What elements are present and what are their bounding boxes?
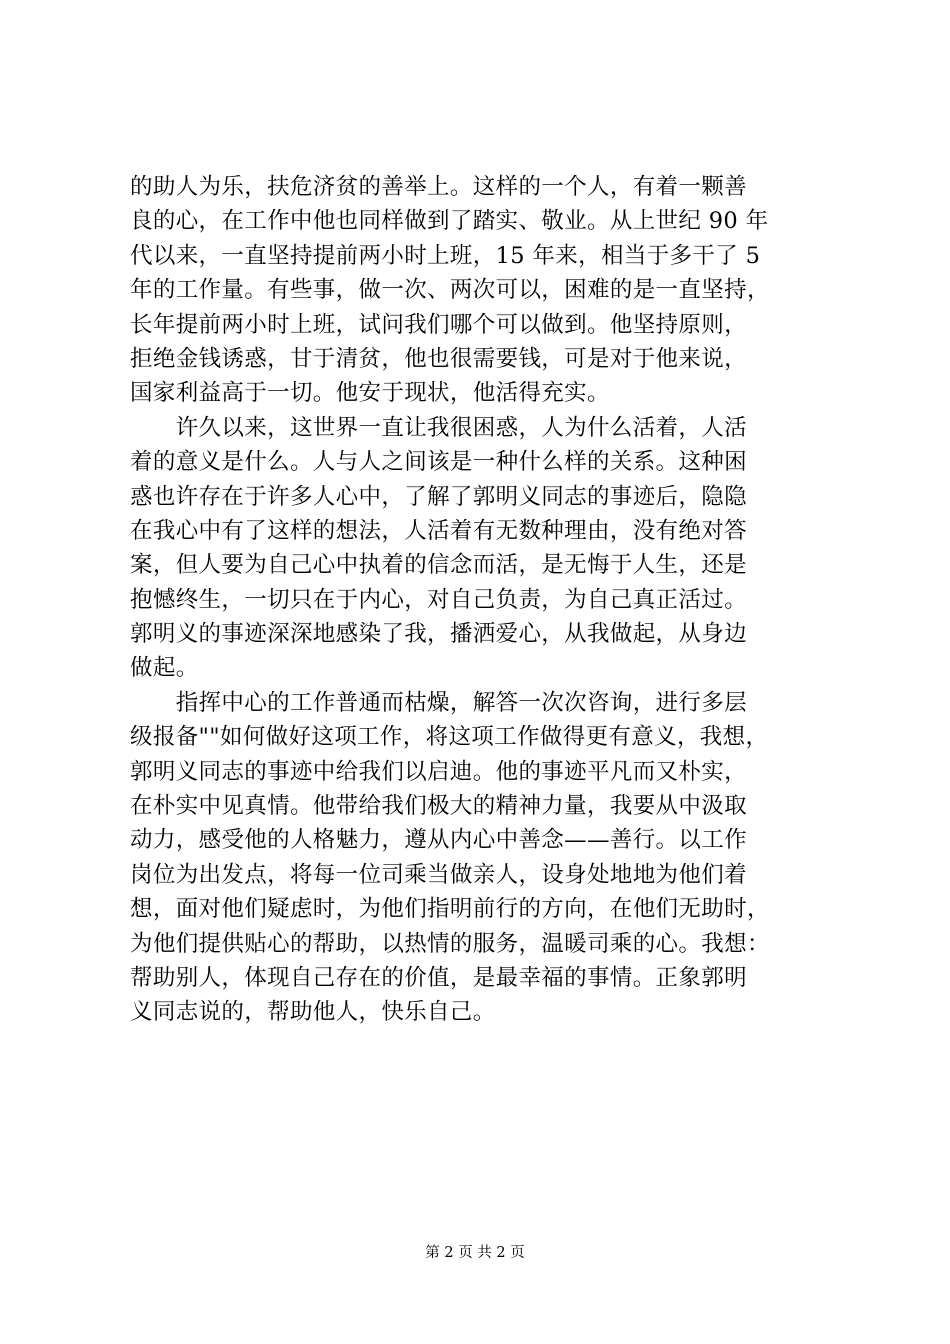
text-line: 郭明义的事迹深深地感染了我，播洒爱心，从我做起，从身边 [130, 621, 747, 648]
text-line: 在朴实中见真情。他带给我们极大的精神力量，我要从中汲取 [130, 793, 747, 820]
page-number-footer: 第 2 页 共 2 页 [425, 1245, 525, 1261]
text-line: 的助人为乐，扶危济贫的善举上。这样的一个人，有着一颗善 [130, 174, 747, 200]
text-line: 拒绝金钱诱惑，甘于清贫，他也很需要钱，可是对于他来说， [130, 345, 747, 372]
text-line: 在我心中有了这样的想法，人活着有无数种理由，没有绝对答 [130, 517, 747, 544]
text-line: 郭明义同志的事迹中给我们以启迪。他的事迹平凡而又朴实， [130, 758, 747, 785]
text-line: 国家利益高于一切。他安于现状，他活得充实。 [130, 380, 610, 407]
text-line: 级报备""如何做好这项工作，将这项工作做得更有意义，我想， [130, 724, 769, 751]
text-line: 想，面对他们疑虑时，为他们指明前行的方向，在他们无助时， [130, 896, 770, 923]
text-line: 岗位为出发点，将每一位司乘当做亲人，设身处地地为他们着 [130, 861, 747, 888]
text-line: 良的心，在工作中他也同样做到了踏实、敬业。从上世纪 90 年 [130, 208, 769, 235]
text-line: 义同志说的，帮助他人，快乐自己。 [130, 999, 496, 1026]
text-line: 长年提前两小时上班，试问我们哪个可以做到。他坚持原则， [130, 311, 747, 338]
document-body [130, 170, 830, 1030]
text-line: 帮助别人，体现自己存在的价值，是最幸福的事情。正象郭明 [130, 964, 747, 991]
text-line: 抱憾终生，一切只在于内心，对自己负责，为自己真正活过。 [130, 586, 747, 613]
text-line: 案，但人要为自己心中执着的信念而活，是无悔于人生，还是 [130, 552, 747, 579]
text-line: 惑也许存在于许多人心中，了解了郭明义同志的事迹后，隐隐 [130, 483, 747, 510]
text-line: 动力，感受他的人格魅力，遵从内心中善念——善行。以工作 [130, 827, 747, 854]
text-line: 年的工作量。有些事，做一次、两次可以，困难的是一直坚持， [130, 277, 770, 304]
text-line: 着的意义是什么。人与人之间该是一种什么样的关系。这种困 [130, 449, 747, 476]
text-line: 做起。 [130, 655, 199, 682]
text-line: 许久以来，这世界一直让我很困惑，人为什么活着，人活 [130, 414, 747, 441]
text-line: 代以来，一直坚持提前两小时上班，15 年来，相当于多干了 5 [130, 242, 761, 269]
text-line: 指挥中心的工作普通而枯燥，解答一次次咨询，进行多层 [130, 689, 747, 716]
text-line: 为他们提供贴心的帮助，以热情的服务，温暖司乘的心。我想： [130, 930, 770, 957]
